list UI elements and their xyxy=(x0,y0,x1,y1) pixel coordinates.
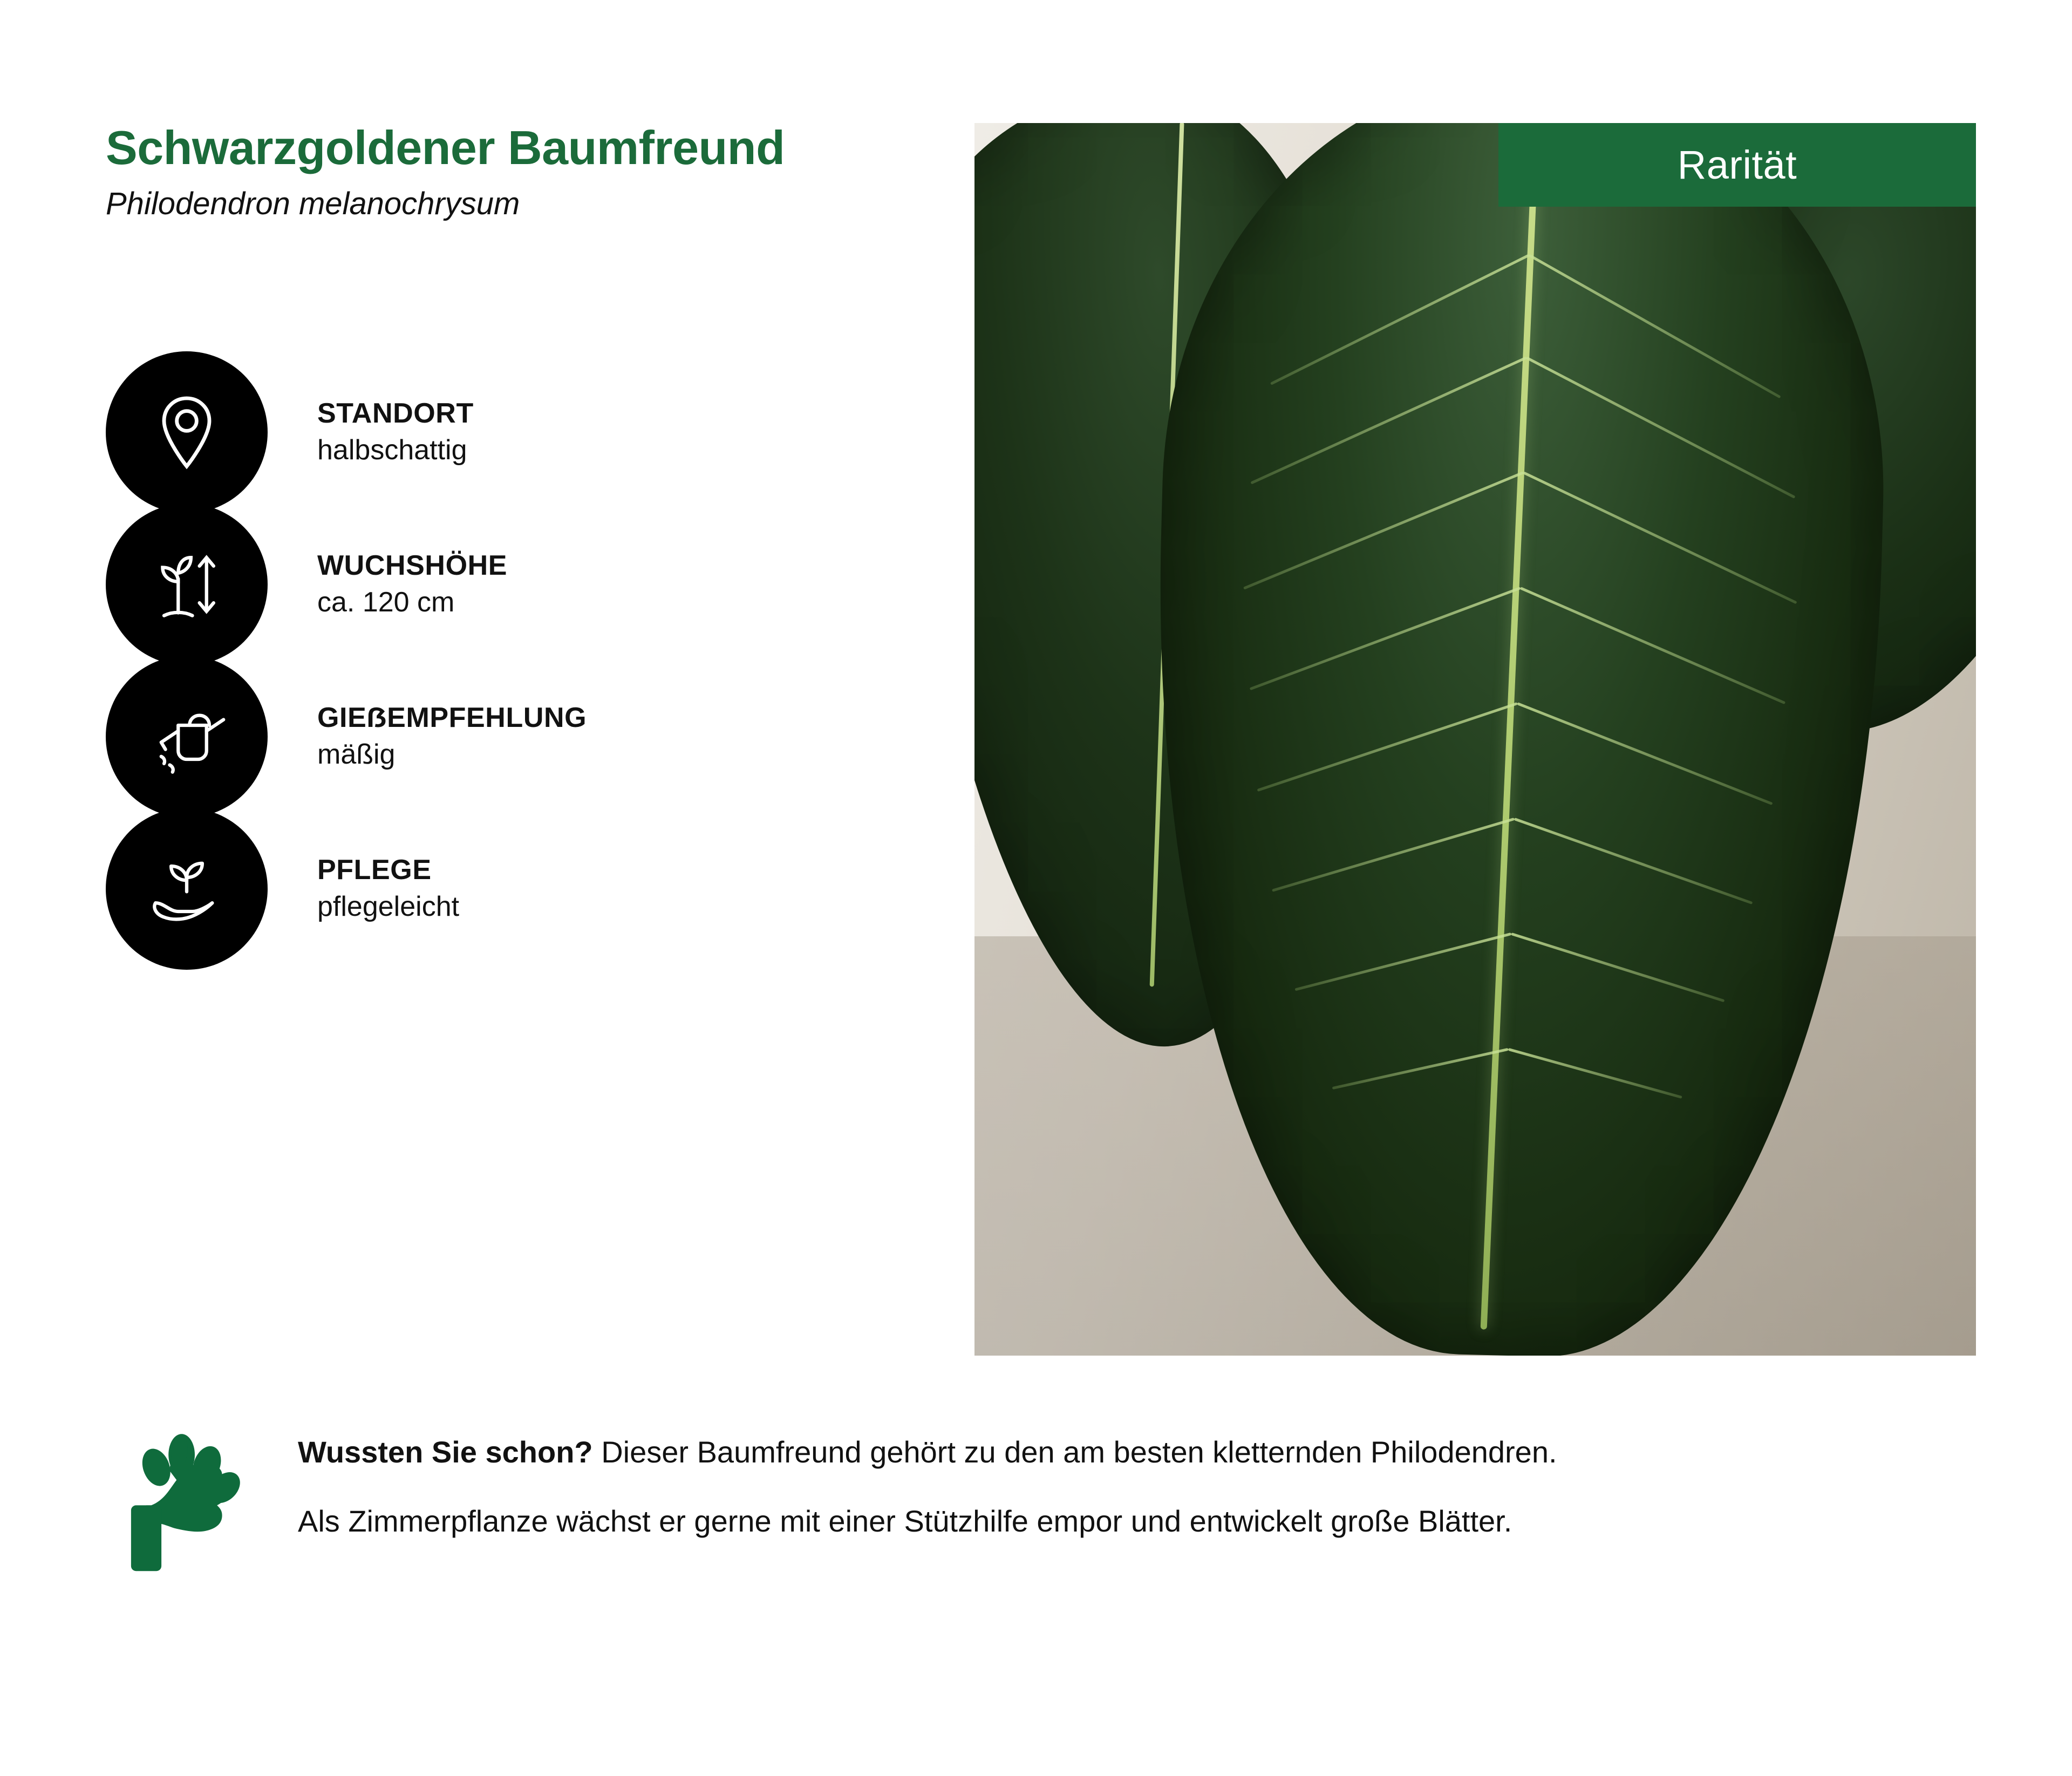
attribute-value: mäßig xyxy=(317,739,396,771)
attribute-label: WUCHSHÖHE xyxy=(317,550,508,582)
attribute-value: ca. 120 cm xyxy=(317,587,455,618)
attribute-row-wuchshoehe xyxy=(106,508,915,661)
location-pin-icon xyxy=(106,351,268,513)
tip-line-1-rest: Dieser Baumfreund gehört zu den am besten kletternden Philodendren. xyxy=(592,1435,1557,1469)
attribute-row-giessempfehlung xyxy=(106,661,915,813)
attribute-text xyxy=(317,397,474,467)
attribute-row-standort xyxy=(106,356,915,508)
attribute-text xyxy=(317,702,587,772)
status-badge xyxy=(1498,123,1976,207)
attribute-value: halbschattig xyxy=(317,434,467,466)
tip-line-1 xyxy=(298,1433,1557,1471)
header-block xyxy=(106,123,969,221)
attribute-text xyxy=(317,854,459,924)
attribute-row-pflege xyxy=(106,813,915,965)
attribute-value: pflegeleicht xyxy=(317,891,460,923)
attribute-label: PFLEGE xyxy=(317,854,432,886)
hand-with-seedling-icon xyxy=(106,808,268,970)
tip-lead: Wussten Sie schon? xyxy=(298,1435,593,1469)
did-you-know-text xyxy=(298,1414,1557,1540)
status-badge-label: Rarität xyxy=(1677,142,1797,187)
plant-photo xyxy=(974,123,1976,1356)
attribute-text xyxy=(317,549,507,620)
page-title: Schwarzgoldener Baumfreund xyxy=(106,121,785,174)
attribute-list xyxy=(106,356,915,965)
tip-line-2: Als Zimmerpflanze wächst er gerne mit einer Stützhilfe empor und entwickelt große Blätter. xyxy=(298,1504,1512,1538)
plant-height-icon xyxy=(106,503,268,665)
botanical-name: Philodendron melanochrysum xyxy=(106,186,520,222)
attribute-label: GIEẞEMPFEHLUNG xyxy=(317,702,587,734)
attribute-label: STANDORT xyxy=(317,398,474,430)
thumbs-up-leaf-icon xyxy=(106,1414,278,1587)
did-you-know-block xyxy=(106,1414,1984,1587)
watering-can-icon xyxy=(106,656,268,818)
